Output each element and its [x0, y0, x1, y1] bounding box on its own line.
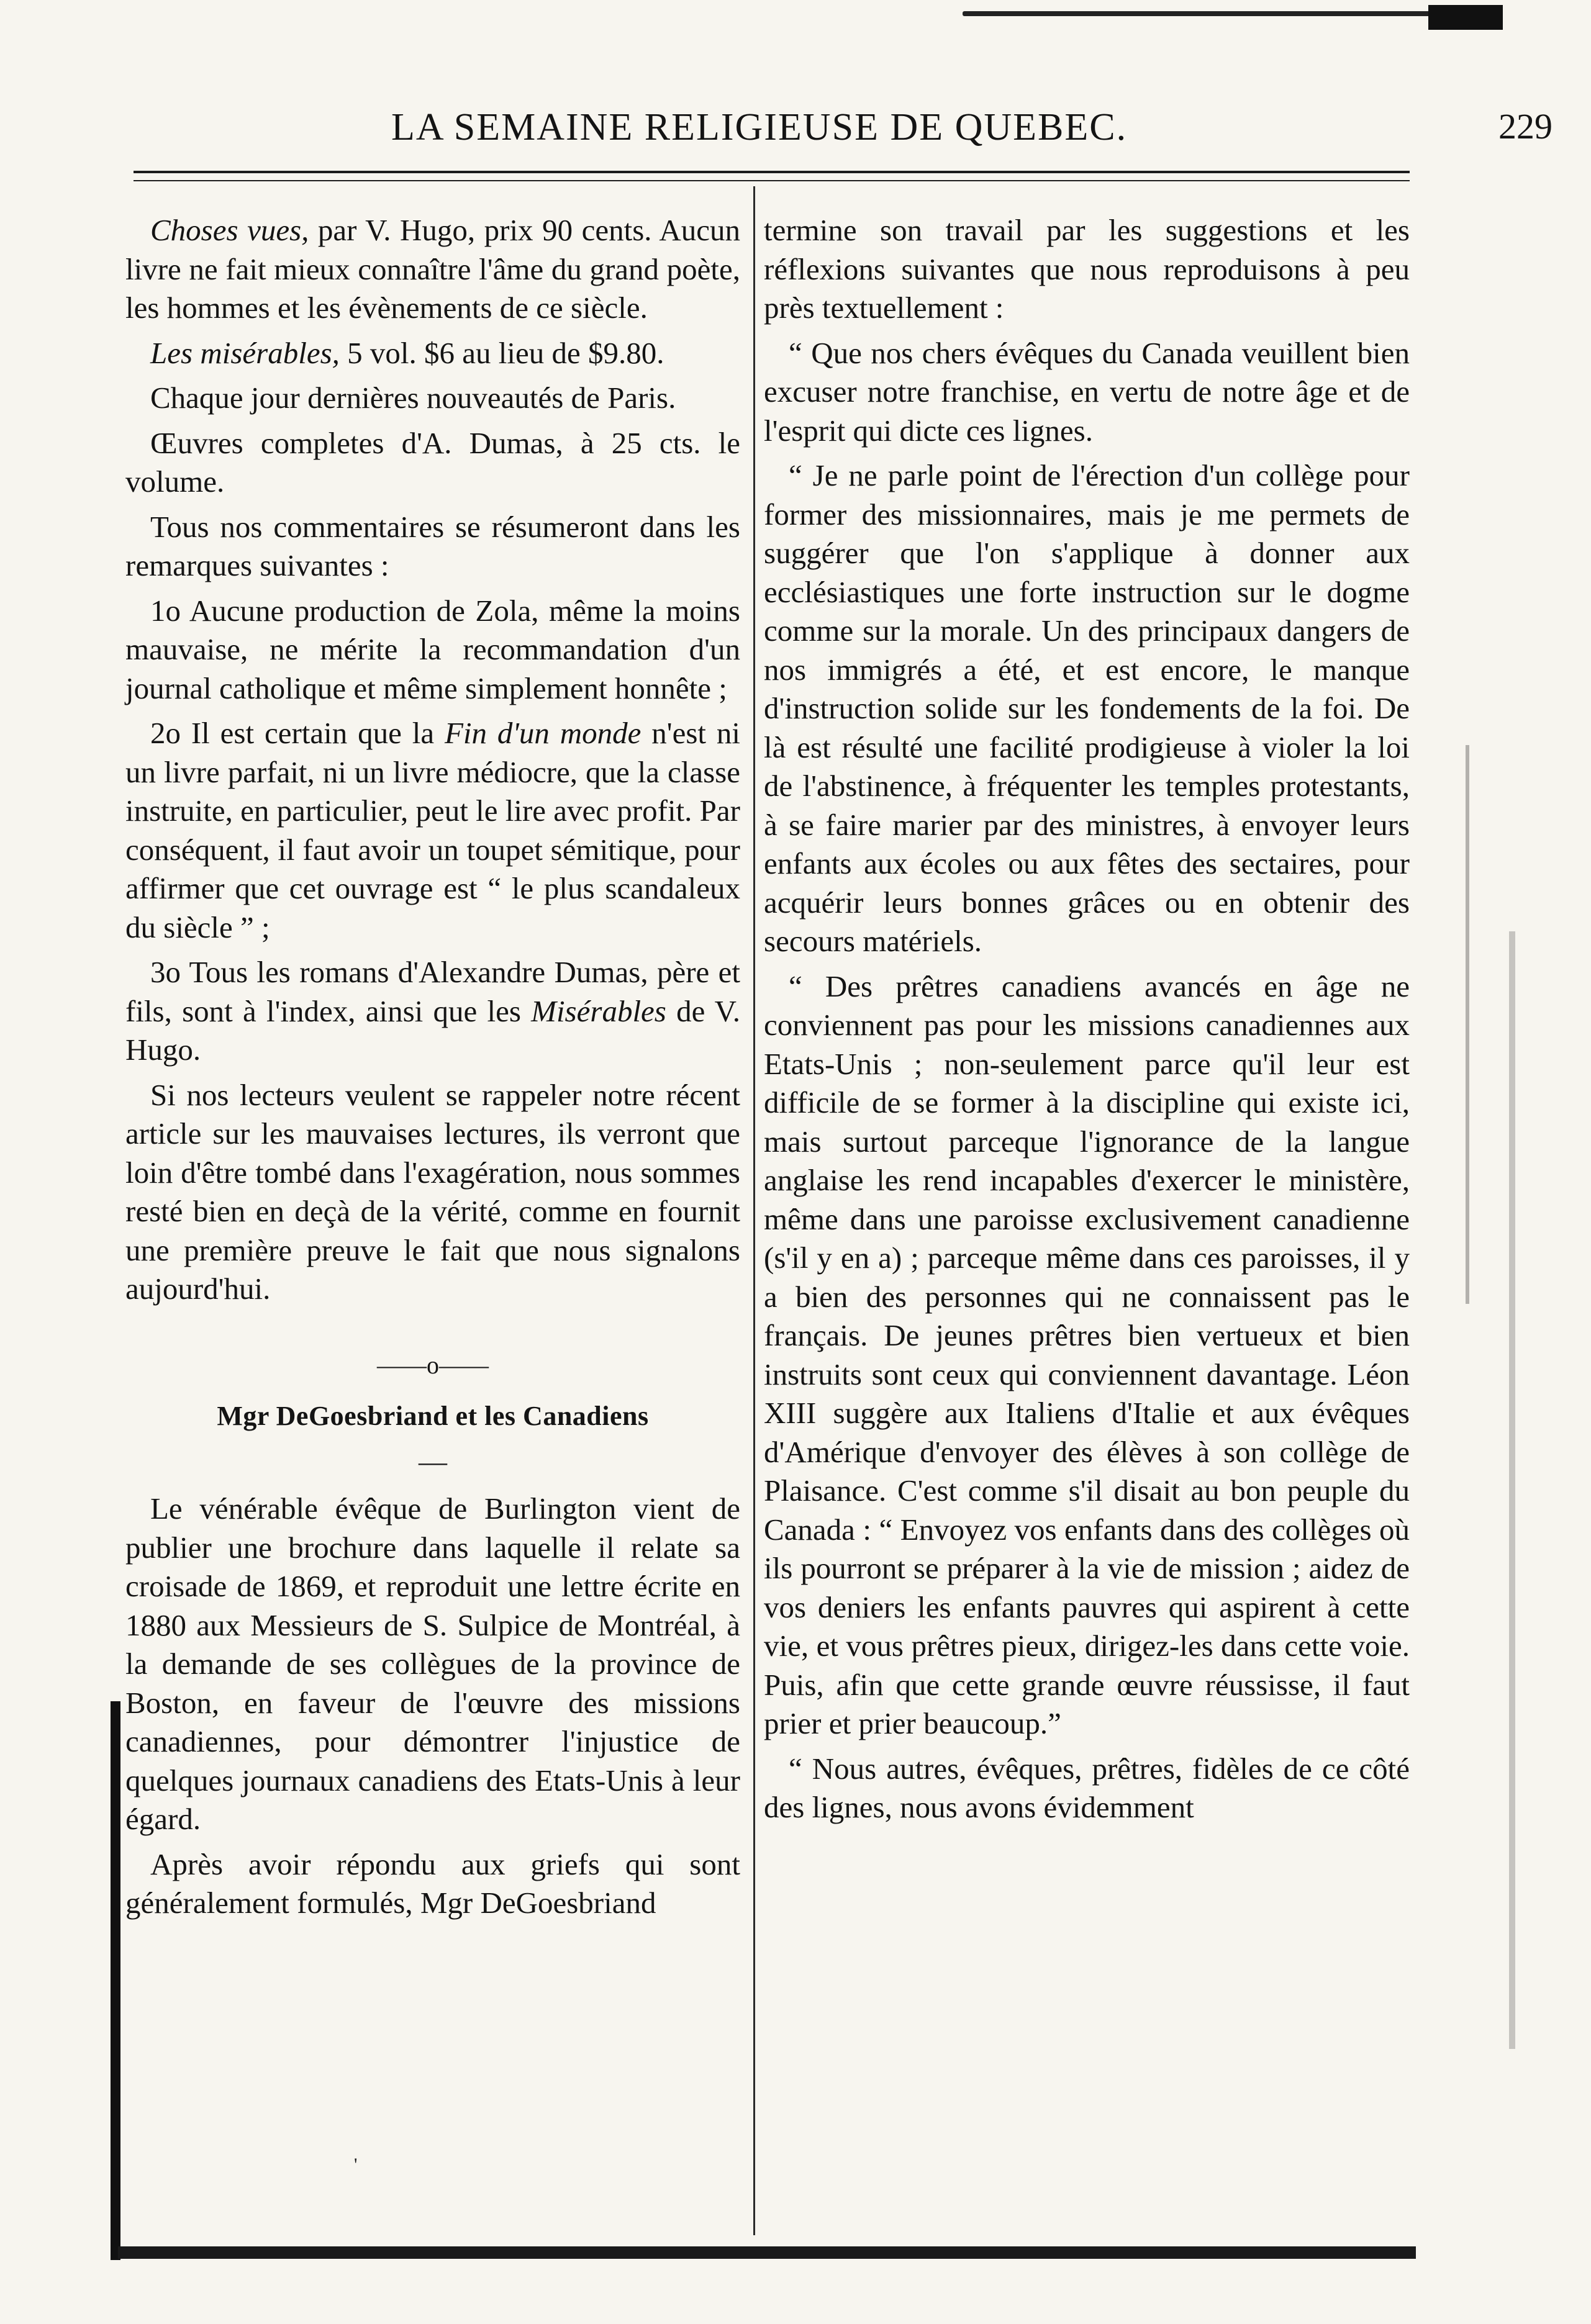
paragraph-text: par V. Hugo, prix 90 cents. Aucun livre ne fait mieux connaître l'âme du grand poète, les hommes et les évènements de ce siècle. — [125, 213, 740, 325]
paragraph: Si nos lecteurs veulent se rappeler notre récent article sur les mauvaises lectures, ils verront que loin d'être tombé dans l'exagération, nous sommes resté bien en deçà de la vérité, comme en fournit une première preuve le fait que nous signalons aujourd'hui. — [125, 1077, 740, 1306]
column-divider — [753, 186, 755, 2235]
paragraph: “ Que nos chers évêques du Canada veuillent bien excuser notre franchise, en vertu de notre âge et de l'esprit qui dicte ces lignes. — [764, 335, 1410, 448]
paragraph-text: 3o Tous les romans d'Alexandre Dumas, père et fils, sont à l'index, ainsi que les — [125, 955, 740, 1028]
section-heading: Mgr DeGoesbriand et les Canadiens — [217, 1401, 649, 1431]
book-title: Fin d'un monde — [444, 716, 641, 750]
paragraph: Chaque jour dernières nouveautés de Paris. — [150, 381, 676, 415]
page-header — [348, 93, 1552, 149]
paragraph — [125, 714, 740, 947]
page-number: 229 — [1498, 106, 1552, 147]
header-rule-thin — [134, 180, 1410, 181]
paragraph-text: de V. Hugo. — [125, 993, 740, 1067]
paragraph: “ Nous autres, évêques, prêtres, fidèles de ce côté des lignes, nous avons évidemment — [764, 1751, 1410, 1824]
top-ink-rule — [963, 11, 1472, 16]
header-rule-thick — [134, 171, 1410, 173]
paragraph: Tous nos commentaires se résumeront dans les remarques suivantes : — [125, 509, 740, 582]
section-separator: ——o—— — [377, 1350, 489, 1379]
footer-mark: ' — [354, 2154, 358, 2175]
paragraph: 1o Aucune production de Zola, même la moins mauvaise, ne mérite la recommandation d'un journal catholique et même simplement honnête ; — [125, 593, 740, 705]
paragraph: “ Je ne parle point de l'érection d'un collège pour former des missionnaires, mais je me permets de suggérer que l'on s'applique à donner aux ecclésiastiques une forte instruction sur le dogme comme sur la morale. Un des principaux dangers de nos immigrés a été, et est encore, le manque d'instruction solide sur les fondements de la foi. De là est résulté une facilité prodigieuse à violer la loi de l'abstinence, à fréquenter les temples protestants, à se faire marier par des ministres, à envoyer leurs enfants aux écoles ou aux fêtes des sectaires, pour acquérir leurs bonnes grâces ou en obtenir des secours matériels. — [764, 458, 1410, 958]
paragraph: Après avoir répondu aux griefs qui sont généralement formulés, Mgr DeGoesbriand — [125, 1847, 740, 1920]
right-column — [764, 211, 1410, 1833]
paragraph-text: 5 vol. $6 au lieu de $9.80. — [339, 335, 664, 370]
book-title: Les misérables, — [150, 335, 340, 370]
top-ink-blot — [1428, 5, 1503, 30]
book-title: Misérables — [531, 993, 666, 1028]
margin-bleed — [1509, 931, 1515, 2049]
paragraph: Le vénérable évêque de Burlington vient de publier une brochure dans laquelle il relate sa croisade de 1869, et reproduit une lettre écrite en 1880 aux Messieurs de S. Sulpice de Montréal, à la demande de ses collègues de la province de Boston, en faveur de l'œuvre des missions canadiennes, pour démontrer l'injustice de quelques journaux canadiens des Etats-Unis à leur égard. — [125, 1491, 740, 1836]
paragraph-text: 2o Il est certain que la — [150, 716, 445, 750]
paragraph: termine son travail par les suggestions et les réflexions suivantes que nous reproduisons à peu près textuellement : — [764, 213, 1410, 325]
paragraph-text: n'est ni un livre parfait, ni un livre médiocre, que la classe instruite, en particulier, peut le lire avec profit. Par conséquent, il faut avoir un toupet sémitique, pour affirmer que cet ouvrage est “ le plus scandaleux du siècle ” ; — [125, 716, 741, 944]
paragraph — [125, 334, 740, 373]
paragraph: “ Des prêtres canadiens avancés en âge ne conviennent pas pour les missions canadiennes aux Etats-Unis ; non-seulement parce qu'il leur est difficile de se former à la discipline qui existe ici, mais surtout parceque l'ignorance de la langue anglaise les rend incapables d'exercer le ministère, même dans une paroisse exclusivement canadienne (s'il y en a) ; parceque même dans ces paroisses, il y a bien des personnes qui ne connaissent pas le français. De jeunes prêtres bien vertueux et bien instruits sont ceux qui conviennent davantage. Léon XIII suggère aux Italiens d'Italie et aux évêques d'Amérique d'envoyer des élèves à son collège de Plaisance. C'est comme s'il disait au bon peuple du Canada : “ Envoyez vos enfants dans des collèges où ils pourront se préparer à la vie de mission ; aidez de vos deniers les enfants pauvres qui aspirent à cette vie, et vous prêtres pieux, dirigez-les dans cette voie. Puis, afin que cette grande œuvre réussisse, il faut prier et prier beaucoup.” — [764, 969, 1410, 1740]
left-column — [125, 211, 740, 1929]
paragraph: Œuvres completes d'A. Dumas, à 25 cts. le volume. — [125, 425, 740, 499]
book-title: Choses vues, — [150, 213, 309, 247]
margin-bleed — [1466, 745, 1469, 1304]
bottom-ink-rule — [118, 2246, 1416, 2259]
paragraph — [125, 953, 740, 1070]
paragraph — [125, 211, 740, 328]
margin-ink-bar — [111, 1701, 120, 2260]
running-title: LA SEMAINE RELIGIEUSE DE QUEBEC. — [391, 106, 1128, 148]
heading-dash: — — [419, 1445, 447, 1477]
